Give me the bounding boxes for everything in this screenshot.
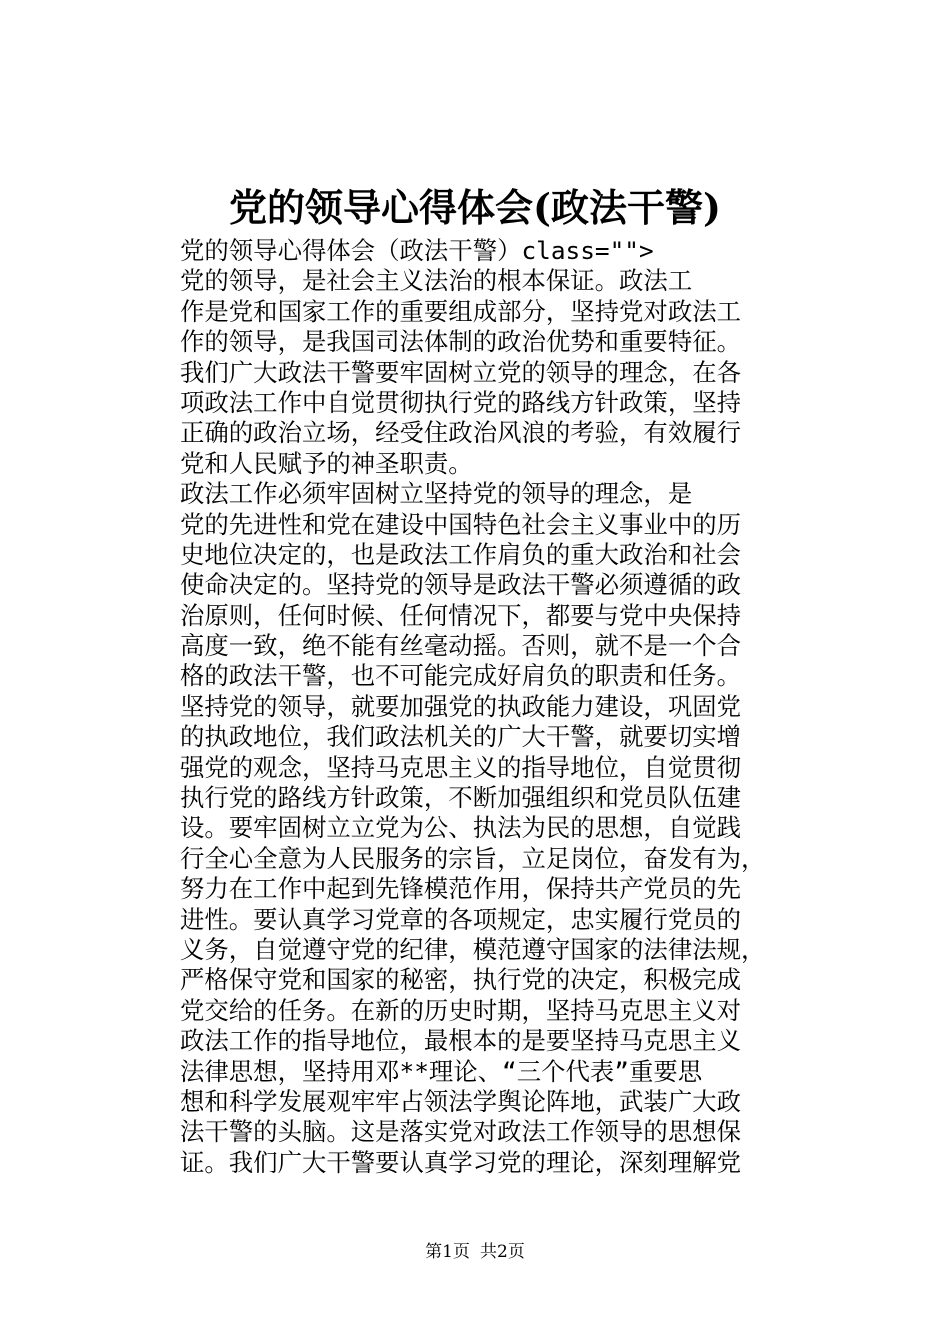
page-number-total: 共2页 [480, 1242, 525, 1262]
body-line: 治原则，任何时候、任何情况下，都要与党中央保持 [180, 600, 741, 630]
page-footer [0, 1240, 950, 1264]
body-line: 设。要牢固树立立党为公、执法为民的思想，自觉践 [180, 813, 741, 843]
body-line: 进性。要认真学习党章的各项规定，忠实履行党员的 [180, 904, 741, 934]
body-line: 史地位决定的，也是政法工作肩负的重大政治和社会 [180, 539, 741, 569]
page-number-current: 第1页 [425, 1242, 470, 1262]
body-line: 正确的政治立场，经受住政治风浪的考验，有效履行 [180, 418, 741, 448]
body-line: 政法工作必须牢固树立坚持党的领导的理念，是 [180, 479, 693, 509]
document-body [180, 236, 780, 1178]
document-title: 党的领导心得体会(政法干警) [229, 185, 721, 230]
body-line: 想和科学发展观牢牢占领法学舆论阵地，武装广大政 [180, 1086, 741, 1116]
body-line: 格的政法干警，也不可能完成好肩负的职责和任务。 [180, 661, 741, 691]
body-line: 严格保守党和国家的秘密，执行党的决定，积极完成 [180, 965, 741, 995]
body-line: 我们广大政法干警要牢固树立党的领导的理念，在各 [180, 357, 741, 387]
body-line: 党的领导心得体会（政法干警）class=""> [180, 236, 654, 265]
body-line: 作是党和国家工作的重要组成部分，坚持党对政法工 [180, 296, 741, 326]
body-line: 努力在工作中起到先锋模范作用，保持共产党员的先 [180, 874, 741, 904]
body-line: 法律思想，坚持用邓**理论、“三个代表”重要思 [180, 1056, 703, 1086]
body-line: 法干警的头脑。这是落实党对政法工作领导的思想保 [180, 1117, 741, 1147]
body-line: 坚持党的领导，就要加强党的执政能力建设，巩固党 [180, 691, 741, 721]
body-line: 党和人民赋予的神圣职责。 [180, 448, 473, 478]
body-line: 强党的观念，坚持马克思主义的指导地位，自觉贯彻 [180, 752, 741, 782]
body-line: 义务，自觉遵守党的纪律，模范遵守国家的法律法规， [180, 934, 766, 964]
body-line: 政法工作的指导地位，最根本的是要坚持马克思主义 [180, 1026, 741, 1056]
body-line: 使命决定的。坚持党的领导是政法干警必须遵循的政 [180, 570, 741, 600]
body-line: 的执政地位，我们政法机关的广大干警，就要切实增 [180, 722, 741, 752]
body-line: 行全心全意为人民服务的宗旨，立足岗位，奋发有为， [180, 843, 766, 873]
body-line: 证。我们广大干警要认真学习党的理论，深刻理解党 [180, 1147, 741, 1177]
body-line: 党交给的任务。在新的历史时期，坚持马克思主义对 [180, 995, 741, 1025]
body-line: 作的领导，是我国司法体制的政治优势和重要特征。 [180, 327, 741, 357]
body-line: 执行党的路线方针政策，不断加强组织和党员队伍建 [180, 783, 741, 813]
body-line: 项政法工作中自觉贯彻执行党的路线方针政策，坚持 [180, 387, 741, 417]
body-line: 党的先进性和党在建设中国特色社会主义事业中的历 [180, 509, 741, 539]
body-line: 高度一致，绝不能有丝毫动摇。否则，就不是一个合 [180, 631, 741, 661]
body-line: 党的领导，是社会主义法治的根本保证。政法工 [180, 266, 693, 296]
